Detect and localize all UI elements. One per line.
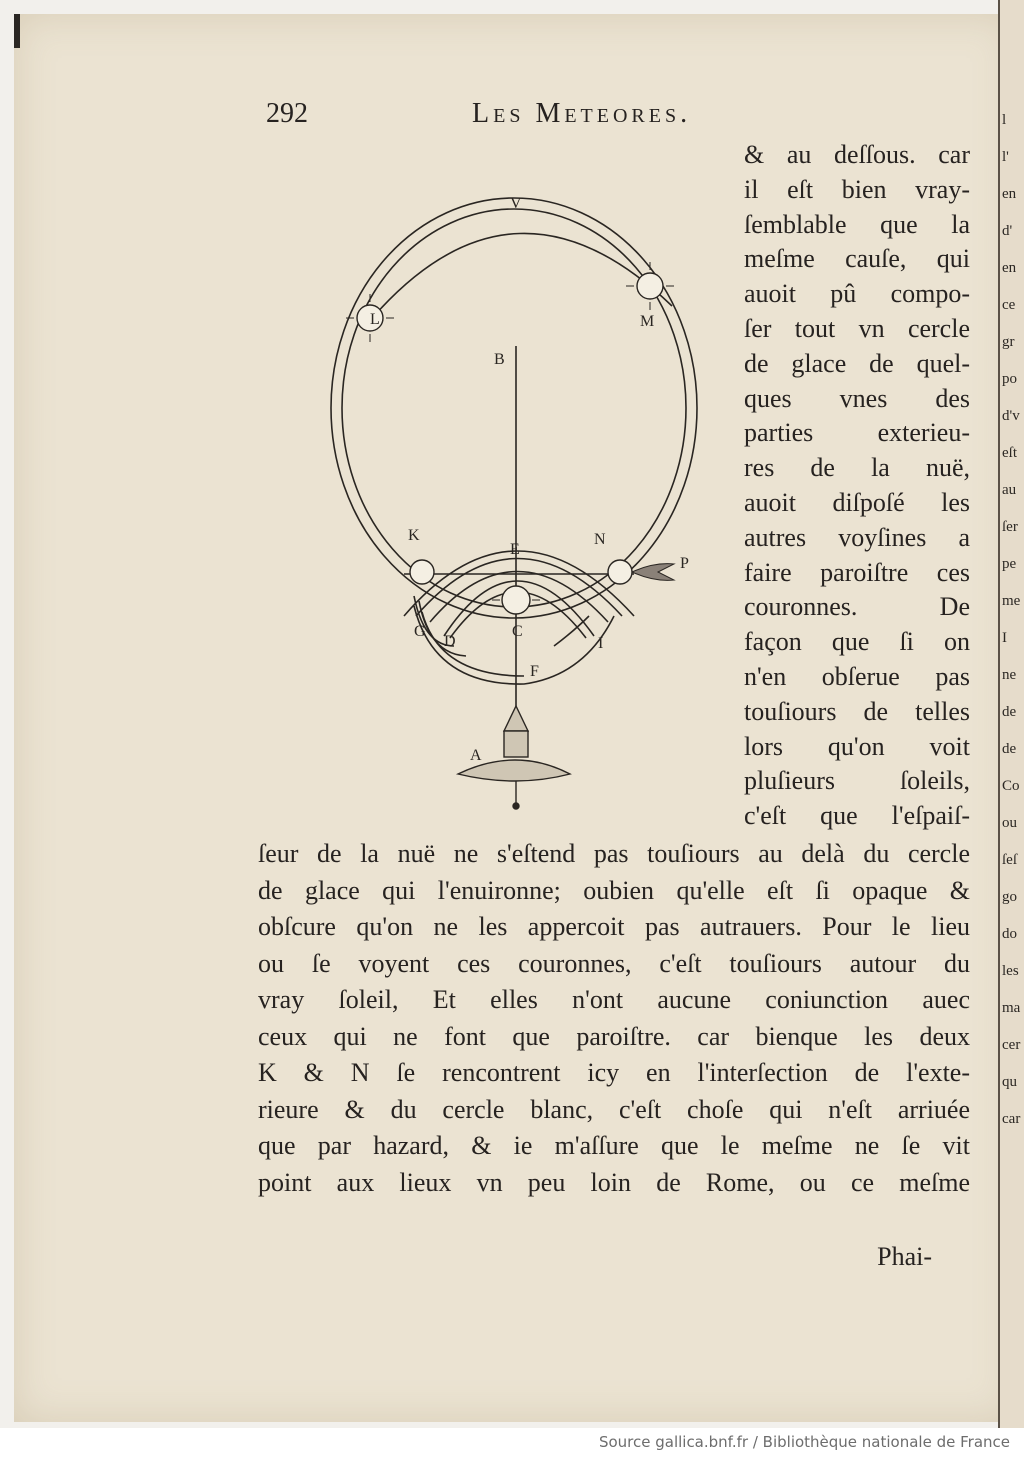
book-page [14, 14, 1014, 1422]
next-page-fragment: cer [1002, 1037, 1021, 1053]
side-text-line: de glace de quel- [744, 348, 970, 378]
next-page-fragment: me [1002, 593, 1021, 609]
next-page-fragment: ne [1002, 667, 1017, 683]
label-K: K [408, 527, 420, 544]
body-text-line: ſeur de la nuë ne s'eſtend pas touſiours au delà du cercle [258, 839, 970, 868]
parhelia-diagram-svg [254, 176, 754, 816]
label-L: L [370, 311, 380, 328]
next-page-fragment: d' [1002, 223, 1013, 239]
label-P: P [680, 555, 689, 572]
label-V: V [510, 195, 522, 212]
next-page-fragment: po [1002, 371, 1017, 387]
side-text-line: & au deſſous. car [744, 140, 970, 169]
side-text-line: pluſieurs ſoleils, [744, 766, 970, 796]
label-B: B [494, 351, 505, 368]
next-page-fragment: ou [1002, 815, 1017, 831]
next-page-fragment: go [1002, 889, 1017, 905]
next-page-fragment: gr [1002, 334, 1015, 350]
side-text-line: c'eſt que l'eſpaiſ- [744, 801, 970, 831]
next-page-fragment: les [1002, 963, 1019, 979]
body-text-line: point aux lieux vn peu loin de Rome, ou ce meſme [258, 1167, 970, 1197]
source-credit: Source gallica.bnf.fr / Bibliothèque nationale de France [598, 1433, 1010, 1451]
page-number: 292 [266, 98, 308, 129]
scan-edge-mark [14, 14, 20, 48]
body-text-line: obſcure qu'on ne les appercoit pas autrauers. Pour le lieu [258, 912, 970, 941]
side-text-line: auoit pû compo- [744, 279, 970, 309]
sun-M [637, 273, 663, 299]
next-page-fragment: Co [1002, 778, 1020, 794]
label-D: D [444, 633, 456, 650]
side-text-line: touſiours de telles [744, 696, 970, 726]
next-page-fragment: do [1002, 926, 1017, 942]
side-text-line: res de la nuë, [744, 453, 970, 483]
page-header [14, 98, 1014, 138]
side-text-line: auoit diſpoſé les [744, 487, 970, 517]
sun-N [608, 560, 632, 584]
side-text-line: ſemblable que la [744, 209, 970, 239]
parhelia-diagram [254, 176, 754, 816]
running-title: Les Meteores. [472, 98, 692, 129]
side-text-line: n'en obſerue pas [744, 661, 970, 691]
body-text-line: ou ſe voyent ces couronnes, c'eſt touſiours autour du [258, 948, 970, 978]
next-page-fragment: ma [1002, 1000, 1021, 1016]
upper-arc [374, 233, 672, 316]
lower-arc-f-2 [422, 612, 524, 676]
body-text-line: que par hazard, & ie m'aſſure que le meſme ne ſe vit [258, 1131, 970, 1160]
body-text-line: ceux qui ne font que paroiſtre. car bienque les deux [258, 1021, 970, 1051]
side-text-line: lors qu'on voit [744, 731, 970, 761]
side-text-line: autres voyſines a [744, 522, 970, 552]
side-text-line: ſer tout vn cercle [744, 313, 970, 343]
body-text-line: rieure & du cercle blanc, c'eſt choſe qui n'eſt arriuée [258, 1094, 970, 1124]
label-A: A [470, 747, 482, 764]
next-page-edge [998, 0, 1024, 1428]
label-N: N [594, 531, 606, 548]
next-page-fragment: de [1002, 741, 1017, 757]
next-page-fragment: car [1002, 1111, 1021, 1127]
next-page-fragment: eſt [1002, 445, 1017, 461]
side-text-line: il eſt bien vray- [744, 174, 970, 204]
next-page-fragment: l' [1002, 149, 1009, 165]
body-text-line: de glace qui l'enuironne; oubien qu'elle eſt ſi opaque & [258, 875, 970, 905]
next-page-fragment: ſer [1002, 519, 1018, 535]
next-page-fragment: ce [1002, 297, 1016, 313]
side-text-line: façon que ſi on [744, 627, 970, 657]
next-page-fragment: I [1002, 630, 1007, 646]
side-text-line: ques vnes des [744, 383, 970, 413]
body-text-line: K & N ſe rencontrent icy en l'interſection de l'exte- [258, 1058, 970, 1087]
catchword: Phai- [877, 1242, 932, 1271]
label-F: F [530, 663, 539, 680]
next-page-fragment: de [1002, 704, 1017, 720]
next-page-fragment: en [1002, 186, 1017, 202]
side-text-line: couronnes. De [744, 592, 970, 622]
next-page-fragment: ſeſ [1002, 852, 1017, 868]
next-page-fragment: pe [1002, 556, 1017, 572]
sun-C [502, 586, 530, 614]
label-I: I [598, 635, 604, 652]
next-page-fragment: au [1002, 482, 1017, 498]
next-page-fragment: d'v [1002, 408, 1020, 424]
flare-P [632, 564, 674, 581]
body-text [258, 836, 970, 1201]
label-M: M [640, 313, 655, 330]
body-text-line: vray ſoleil, Et elles n'ont aucune coniunction auec [258, 985, 970, 1014]
label-E: E [510, 541, 520, 558]
sun-K [410, 560, 434, 584]
side-text-line: parties exterieu- [744, 418, 970, 448]
next-page-fragment: qu [1002, 1074, 1017, 1090]
next-page-fragment: en [1002, 260, 1017, 276]
side-text-line: faire paroiſtre ces [744, 557, 970, 587]
side-text-column [744, 138, 970, 834]
footer-bar [0, 1428, 1024, 1459]
next-page-fragment: l [1002, 112, 1007, 128]
side-text-line: meſme cauſe, qui [744, 244, 970, 274]
label-C: C [512, 623, 523, 640]
label-G: G [414, 623, 426, 640]
